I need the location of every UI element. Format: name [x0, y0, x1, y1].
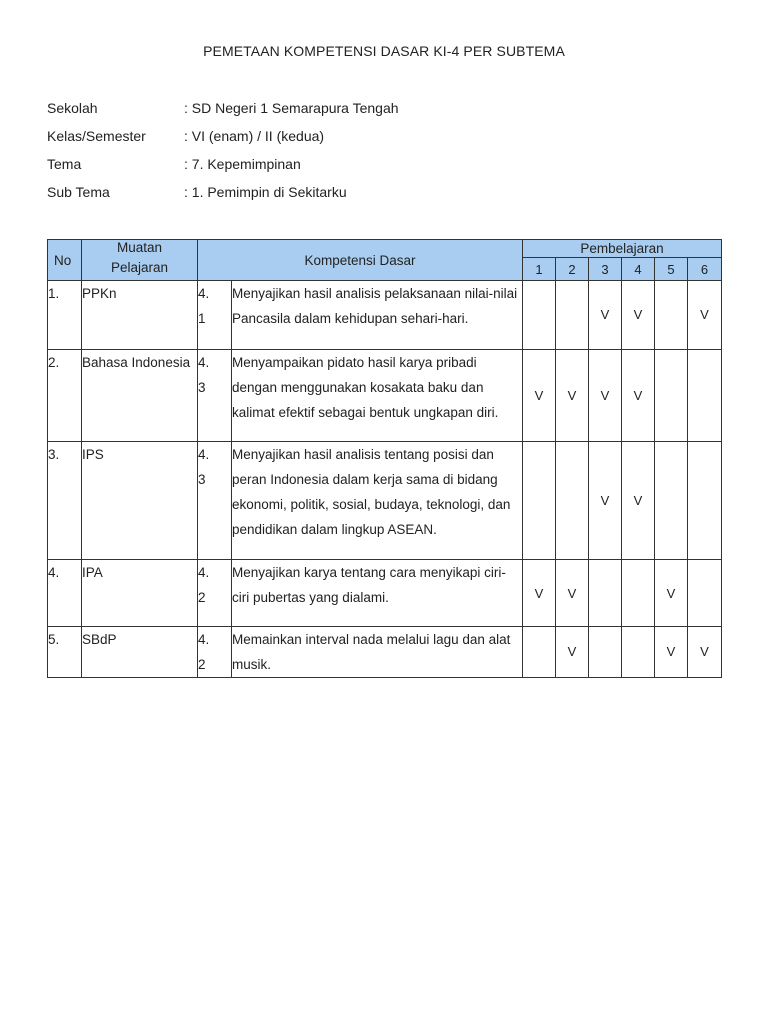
check-cell [688, 560, 722, 627]
header-no: No [48, 240, 82, 281]
table-row [48, 350, 722, 442]
kd-number-b: 2 [198, 657, 206, 672]
check-cell: V [622, 350, 655, 442]
table-row [48, 281, 722, 350]
check-cell: V [556, 627, 589, 678]
check-cell [655, 442, 688, 560]
info-label: Kelas/Semester [47, 128, 146, 144]
check-cell [523, 627, 556, 678]
row-kd-number [198, 350, 232, 442]
header-session: 4 [622, 258, 655, 281]
check-cell [556, 442, 589, 560]
row-muatan: IPA [82, 560, 198, 627]
row-kd-text: Menyampaikan pidato hasil karya pribadi dengan menggunakan kosakata baku dan kalimat efektif sebagai bentuk ungkapan diri. [232, 350, 523, 442]
header-session: 5 [655, 258, 688, 281]
row-kd-number [198, 442, 232, 560]
kd-number-a: 4. [198, 632, 210, 647]
info-value: : SD Negeri 1 Semarapura Tengah [184, 100, 399, 116]
check-cell [655, 281, 688, 350]
row-no: 2. [48, 350, 82, 442]
row-kd-text: Memainkan interval nada melalui lagu dan alat musik. [232, 627, 523, 678]
info-label: Tema [47, 156, 82, 172]
header-session: 1 [523, 258, 556, 281]
page-title: PEMETAAN KOMPETENSI DASAR KI-4 PER SUBTEMA [203, 43, 565, 59]
row-muatan: Bahasa Indonesia [82, 350, 198, 442]
row-muatan: SBdP [82, 627, 198, 678]
kd-number-a: 4. [198, 286, 210, 301]
info-row-sekolah [47, 98, 399, 126]
kd-number-a: 4. [198, 447, 210, 462]
row-no: 5. [48, 627, 82, 678]
check-cell [589, 627, 622, 678]
row-kd-text: Menyajikan hasil analisis pelaksanaan nilai-nilai Pancasila dalam kehidupan sehari-hari. [232, 281, 523, 350]
row-kd-text: Menyajikan hasil analisis tentang posisi dan peran Indonesia dalam kerja sama di bidang ekonomi, politik, sosial, budaya, teknologi, dan pendidikan dalam lingkup ASEAN. [232, 442, 523, 560]
info-value: : 7. Kepemimpinan [184, 156, 301, 172]
check-cell: V [556, 560, 589, 627]
header-muatan [82, 240, 198, 281]
check-cell: V [622, 281, 655, 350]
kd-number-b: 3 [198, 380, 206, 395]
check-cell: V [556, 350, 589, 442]
info-row-kelas [47, 126, 399, 154]
check-cell: V [589, 442, 622, 560]
header-session: 2 [556, 258, 589, 281]
info-label: Sub Tema [47, 184, 110, 200]
info-value: : 1. Pemimpin di Sekitarku [184, 184, 347, 200]
kd-number-b: 3 [198, 472, 206, 487]
check-cell [688, 350, 722, 442]
row-kd-number [198, 560, 232, 627]
header-kompetensi-dasar: Kompetensi Dasar [198, 240, 523, 281]
check-cell: V [589, 350, 622, 442]
check-cell: V [523, 560, 556, 627]
info-value: : VI (enam) / II (kedua) [184, 128, 325, 144]
kd-number-b: 2 [198, 590, 206, 605]
check-cell [622, 627, 655, 678]
header-session: 6 [688, 258, 722, 281]
check-cell [523, 281, 556, 350]
header-session: 3 [589, 258, 622, 281]
check-cell [622, 560, 655, 627]
table-row [48, 560, 722, 627]
check-cell [688, 442, 722, 560]
check-cell [589, 560, 622, 627]
check-cell [556, 281, 589, 350]
row-no: 4. [48, 560, 82, 627]
row-kd-number [198, 627, 232, 678]
check-cell: V [589, 281, 622, 350]
check-cell: V [655, 560, 688, 627]
kd-number-a: 4. [198, 565, 210, 580]
table-row [48, 442, 722, 560]
check-cell: V [622, 442, 655, 560]
check-cell [655, 350, 688, 442]
competency-table [47, 239, 722, 678]
info-row-subtema [47, 182, 399, 210]
table-row [48, 627, 722, 678]
info-row-tema [47, 154, 399, 182]
check-cell [523, 442, 556, 560]
row-muatan: PPKn [82, 281, 198, 350]
header-muatan-line2: Pelajaran [110, 260, 169, 275]
header-muatan-line1: Muatan [116, 240, 163, 255]
check-cell: V [523, 350, 556, 442]
check-cell: V [655, 627, 688, 678]
row-no: 1. [48, 281, 82, 350]
row-kd-text: Menyajikan karya tentang cara menyikapi ciri-ciri pubertas yang dialami. [232, 560, 523, 627]
kd-number-a: 4. [198, 355, 210, 370]
header-pembelajaran: Pembelajaran [523, 240, 722, 258]
row-muatan: IPS [82, 442, 198, 560]
check-cell: V [688, 281, 722, 350]
info-block [47, 98, 399, 210]
info-label: Sekolah [47, 100, 98, 116]
kd-number-b: 1 [198, 311, 206, 326]
row-no: 3. [48, 442, 82, 560]
header-row [48, 240, 722, 258]
check-cell: V [688, 627, 722, 678]
row-kd-number [198, 281, 232, 350]
